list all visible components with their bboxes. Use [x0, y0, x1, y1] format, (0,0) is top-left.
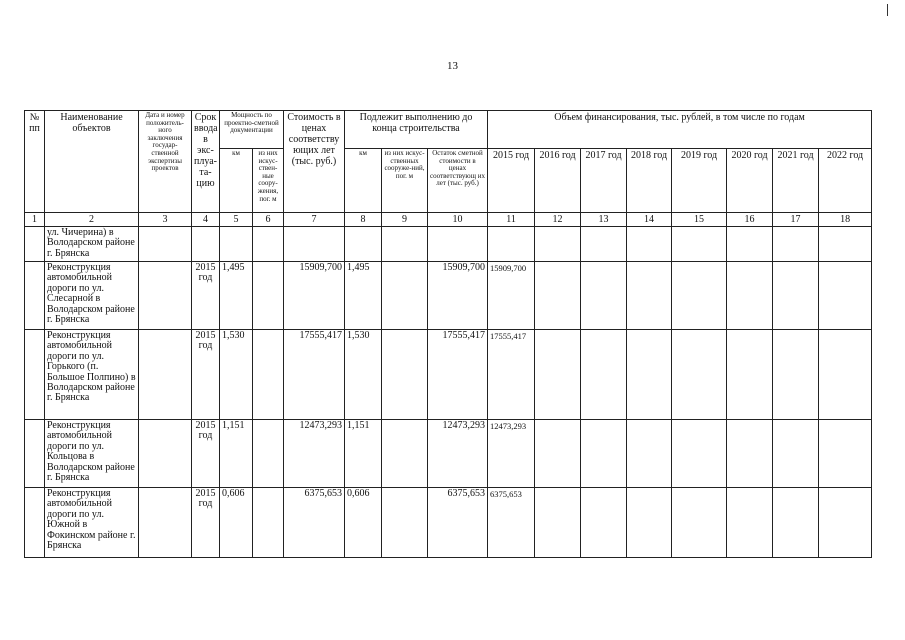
header-year-2019: 2019 год: [672, 149, 727, 213]
header-year-2015: 2015 год: [488, 149, 535, 213]
header-num: № пп: [25, 111, 45, 213]
funding-2015: 17555,417: [488, 330, 535, 420]
header-capacity-structures: из них искус-ствен-ные соору-жения, пог. м: [253, 149, 284, 213]
remaining-cost: 6375,653: [428, 488, 488, 558]
cost-value: 6375,653: [284, 488, 345, 558]
deadline-year: 2015 год: [192, 488, 220, 558]
header-remaining-structures: из них искус-ственных сооруже-ний, пог. м: [382, 149, 428, 213]
remaining-km: 1,530: [345, 330, 382, 420]
header-year-2017: 2017 год: [581, 149, 627, 213]
object-name: Реконструкция автомобильной дороги по ул. Кольцова в Володарском районе г. Брянска: [45, 420, 139, 488]
deadline-year: 2015 год: [192, 330, 220, 420]
capacity-km: 1,151: [220, 420, 253, 488]
column-number: 11: [488, 213, 535, 227]
header-remaining: Подлежит выполнению до конца строительства: [345, 111, 488, 149]
header-deadline: Срок ввода в экс-плуа-та-цию: [192, 111, 220, 213]
capacity-km: 0,606: [220, 488, 253, 558]
header-capacity-km: км: [220, 149, 253, 213]
object-name: Реконструкция автомобильной дороги по ул. Горького (п. Большое Полпино) в Володарском районе г. Брянска: [45, 330, 139, 420]
cost-value: 17555,417: [284, 330, 345, 420]
object-name: ул. Чичерина) в Володарском районе г. Брянска: [45, 227, 139, 262]
funding-2015: 15909,700: [488, 262, 535, 330]
cost-value: 15909,700: [284, 262, 345, 330]
column-number: 1: [25, 213, 45, 227]
column-number: 13: [581, 213, 627, 227]
header-expertise: Дата и номер положитель-ного заключения государ-ственной экспертизы проектов: [139, 111, 192, 213]
investment-table: [24, 110, 872, 558]
table-row: [25, 227, 872, 262]
column-number: 15: [672, 213, 727, 227]
column-number: 14: [627, 213, 672, 227]
header-cost: Стоимость в ценах соответству ющих лет (тыс. руб.): [284, 111, 345, 213]
table-row: [25, 262, 872, 330]
header-year-2018: 2018 год: [627, 149, 672, 213]
deadline-year: 2015 год: [192, 420, 220, 488]
column-number: 5: [220, 213, 253, 227]
remaining-cost: 17555,417: [428, 330, 488, 420]
header-year-2020: 2020 год: [727, 149, 773, 213]
remaining-cost: 12473,293: [428, 420, 488, 488]
funding-2015: 6375,653: [488, 488, 535, 558]
column-number: 3: [139, 213, 192, 227]
scan-mark: [887, 4, 888, 16]
funding-2015: 12473,293: [488, 420, 535, 488]
column-number: 10: [428, 213, 488, 227]
remaining-cost: 15909,700: [428, 262, 488, 330]
capacity-km: 1,530: [220, 330, 253, 420]
column-number: 4: [192, 213, 220, 227]
remaining-km: 1,495: [345, 262, 382, 330]
column-number: 9: [382, 213, 428, 227]
table-row: [25, 488, 872, 558]
column-number: 6: [253, 213, 284, 227]
column-number: 18: [819, 213, 872, 227]
header-year-2022: 2022 год: [819, 149, 872, 213]
object-name: Реконструкция автомобильной дороги по ул. Южной в Фокинском районе г. Брянска: [45, 488, 139, 558]
page-number: 13: [447, 60, 458, 72]
table-row: [25, 330, 872, 420]
remaining-km: 0,606: [345, 488, 382, 558]
header-capacity: Мощность по проектно-сметной документации: [220, 111, 284, 149]
deadline-year: 2015 год: [192, 262, 220, 330]
remaining-km: 1,151: [345, 420, 382, 488]
header-remaining-cost: Остаток сметной стоимости в ценах соответствующ их лет (тыс. руб.): [428, 149, 488, 213]
column-number: 17: [773, 213, 819, 227]
column-number: 16: [727, 213, 773, 227]
column-number-row: [25, 213, 872, 227]
header-name: Наименование объектов: [45, 111, 139, 213]
header-year-2016: 2016 год: [535, 149, 581, 213]
column-number: 8: [345, 213, 382, 227]
header-funding: Объем финансирования, тыс. рублей, в том числе по годам: [488, 111, 872, 149]
column-number: 12: [535, 213, 581, 227]
table-row: [25, 420, 872, 488]
header-remaining-km: км: [345, 149, 382, 213]
cost-value: 12473,293: [284, 420, 345, 488]
header-year-2021: 2021 год: [773, 149, 819, 213]
capacity-km: 1,495: [220, 262, 253, 330]
column-number: 7: [284, 213, 345, 227]
column-number: 2: [45, 213, 139, 227]
object-name: Реконструкция автомобильной дороги по ул. Слесарной в Володарском районе г. Брянска: [45, 262, 139, 330]
